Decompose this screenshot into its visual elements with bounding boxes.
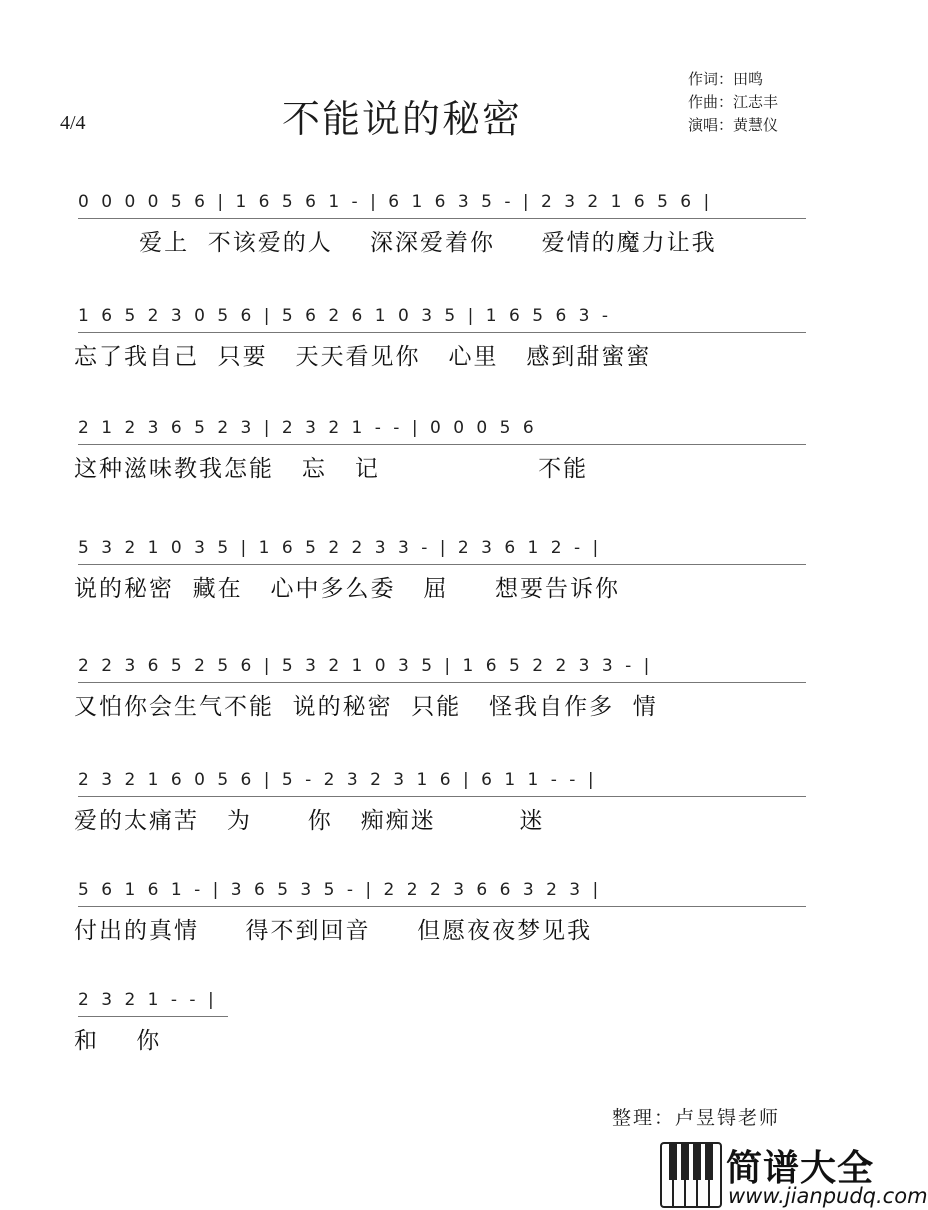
site-name: 简谱大全 [726,1148,875,1189]
composer-credit: 作曲：江志丰 [688,93,779,111]
lyrics-line: 又怕你会生气不能 说的秘密 只能 怪我自作多 情 [74,694,658,720]
notation-line: 5 3 2 1 0 3 5 | 1 6 5 2 2 3 3 - | 2 3 6 1 2 - | [78,538,602,558]
time-signature: 4/4 [60,112,86,134]
lyricist-credit: 作词：田鸣 [688,70,764,88]
score-line [74,652,820,732]
notation-line: 2 2 3 6 5 2 5 6 | 5 3 2 1 0 3 5 | 1 6 5 2 2 3 3 - | [78,656,653,676]
beam-line [78,1016,228,1017]
singer-credit: 演唱：黄慧仪 [688,116,779,134]
score-line [74,414,820,494]
notation-line: 1 6 5 2 3 0 5 6 | 5 6 2 6 1 0 3 5 | 1 6 5 6 3 - [78,306,612,326]
notation-line: 2 3 2 1 - - | [78,990,218,1010]
site-logo [660,1142,928,1210]
score-line [74,302,820,382]
site-url: www.jianpudq.com [728,1184,928,1208]
beam-line [78,564,806,565]
notation-line: 5 6 1 6 1 - | 3 6 5 3 5 - | 2 2 2 3 6 6 3 2 3 | [78,880,602,900]
score-line [74,986,820,1066]
lyrics-line: 爱上 不该爱的人 深深爱着你 爱情的魔力让我 [74,230,717,256]
notation-line: 0 0 0 0 5 6 | 1 6 5 6 1 - | 6 1 6 3 5 - | 2 3 2 1 6 5 6 | [78,192,713,212]
score-line [74,188,820,268]
notation-line: 2 1 2 3 6 5 2 3 | 2 3 2 1 - - | 0 0 0 5 6 [78,418,538,438]
lyrics-line: 付出的真情 得不到回音 但愿夜夜梦见我 [74,918,593,944]
beam-line [78,332,806,333]
beam-line [78,682,806,683]
song-title: 不能说的秘密 [282,97,523,141]
lyrics-line: 忘了我自己 只要 天天看见你 心里 感到甜蜜蜜 [74,344,652,370]
lyrics-line: 这种滋味教我怎能 忘 记 不能 [74,456,589,482]
score-line [74,876,820,956]
score-line [74,534,820,614]
lyrics-line: 说的秘密 藏在 心中多么委 屈 想要告诉你 [74,576,621,602]
beam-line [78,906,806,907]
beam-line [78,444,806,445]
lyrics-line: 爱的太痛苦 为 你 痴痴迷 迷 [74,808,545,834]
beam-line [78,796,806,797]
beam-line [78,218,806,219]
notation-line: 2 3 2 1 6 0 5 6 | 5 - 2 3 2 3 1 6 | 6 1 1 - - | [78,770,598,790]
score-line [74,766,820,846]
arranger-credit: 整理：卢昱锝老师 [612,1107,781,1129]
credits [688,68,778,137]
lyrics-line: 和 你 [74,1028,162,1054]
piano-icon [660,1142,722,1208]
